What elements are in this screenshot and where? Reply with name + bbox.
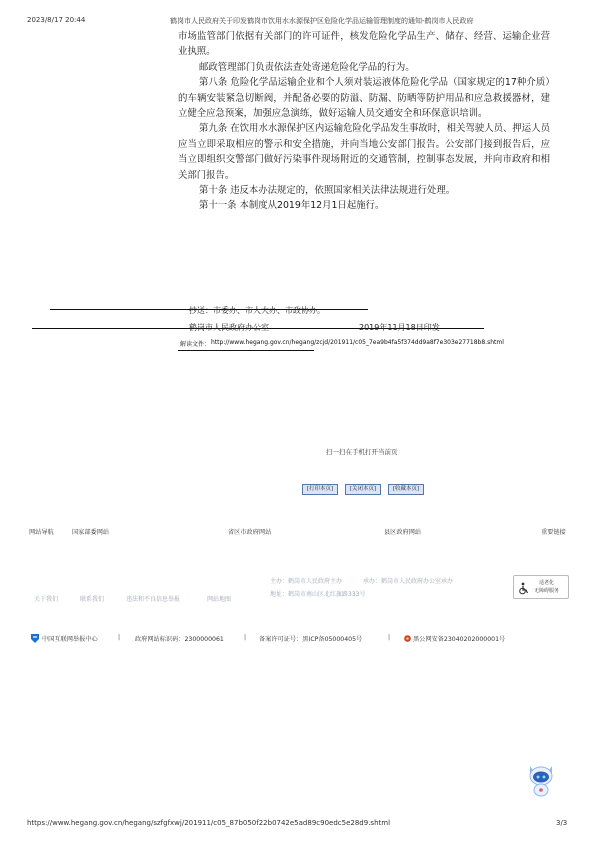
footer-link-contact[interactable]: 联系我们: [80, 596, 105, 603]
footer-link-report[interactable]: 违法和不良信息举报: [126, 596, 181, 603]
nav-ministries[interactable]: 国家部委网站: [72, 529, 110, 536]
paragraph: 第八条 危险化学品运输企业和个人须对装运液体危险化学品（国家规定的17种介质）的车辆安装紧急切断阀，并配备必要的防溢、防漏、防晒等防护用品和应急救援器材，建立健全应急预案，加强应急演练，做好运输人员交通安全和环保意识培训。: [178, 77, 550, 120]
footer-link-about[interactable]: 关于我们: [34, 596, 59, 603]
issuer: 鹤岗市人民政府办公室: [189, 323, 269, 332]
paragraph: 第九条 在饮用水水源保护区内运输危险化学品发生事故时，相关驾驶人员、押运人员应当立即采取相应的警示和安全措施，并向当地公安部门报告。公安部门接到报告后，应当立即组织交警部门做好污染事件现场附近的交通管制，控制事态发展，并向市政府和相关部门报告。: [178, 123, 550, 181]
police-record-link[interactable]: 黑公网安备23040202000001号: [413, 636, 506, 643]
footer-nav: [0, 527, 594, 540]
print-page-number: 3/3: [556, 819, 568, 827]
sponsor-undertaker: 承办：鹤岗市人民政府办公室承办: [363, 578, 454, 585]
cc-line: 抄送：市委办、市人大办、市政协办。: [189, 306, 325, 315]
accessibility-label: 适老化: [539, 580, 555, 586]
site-code: 政府网站标识码：2300000061: [135, 636, 224, 643]
favorite-button[interactable]: [收藏本页]: [388, 484, 424, 495]
print-datetime: 2023/8/17 20:44: [27, 16, 86, 24]
issue-date: 2019年11月18日印发: [359, 323, 440, 332]
print-button[interactable]: [打印本页]: [302, 484, 338, 495]
nav-districts[interactable]: 县区政府网站: [384, 529, 422, 536]
paragraph: 市场监管部门依据有关部门的许可证件，核发危险化学品生产、储存、经营、运输企业营业执照。: [178, 31, 550, 58]
police-badge-icon: [404, 635, 411, 642]
accessibility-button[interactable]: [513, 575, 569, 599]
separator: |: [388, 634, 391, 641]
interpretation-link[interactable]: http://www.hegang.gov.cn/hegang/zcjd/201911/c05_7ea9b4fa5f374dd9a8f7e303e27718b8.shtml: [211, 339, 504, 346]
robot-assistant-icon[interactable]: [526, 760, 556, 798]
print-footer-url: https://www.hegang.gov.cn/hegang/szfgfxwj/201911/c05_87b050f22b0742e5ad89c90edc5e28d9.shtml: [27, 819, 391, 827]
nav-site-guide: 网站导航: [29, 529, 54, 536]
sponsor-address: 地址：鹤岗市南山区北红旗路333号: [270, 591, 366, 598]
interpretation-label: 解读文件：: [180, 341, 211, 348]
nav-provincial[interactable]: 省区市政府网站: [228, 529, 272, 536]
accessibility-sublabel: 无障碍服务: [534, 588, 560, 594]
print-page-title: 鹤岗市人民政府关于印发鹤岗市饮用水水源保护区危险化学品运输管理制度的通知-鹤岗市人民政府: [170, 17, 474, 25]
divider: [178, 350, 314, 351]
separator: |: [244, 634, 247, 641]
icp-link[interactable]: 备案许可证号：黑ICP备05000405号: [259, 636, 363, 643]
report-center-link[interactable]: 中国互联网举报中心: [42, 636, 98, 643]
paragraph: 邮政管理部门负责依法查处寄递危险化学品的行为。: [199, 61, 415, 73]
paragraph: 第十条 违反本办法规定的，依照国家相关法律法规进行处理。: [199, 185, 456, 197]
sponsor-host: 主办：鹤岗市人民政府主办: [270, 578, 343, 585]
close-button[interactable]: [关闭本页]: [345, 484, 381, 495]
paragraph: 第十一条 本制度从2019年12月1日起施行。: [199, 200, 385, 212]
separator: |: [118, 634, 121, 641]
qr-caption: 扫一扫在手机打开当前页: [326, 448, 398, 456]
document-body: [178, 29, 550, 214]
wheelchair-icon: [517, 580, 530, 593]
footer-link-sitemap[interactable]: 网站地图: [207, 596, 232, 603]
nav-important[interactable]: 重要链接: [541, 529, 566, 536]
report-center-logo-icon: [29, 632, 41, 644]
